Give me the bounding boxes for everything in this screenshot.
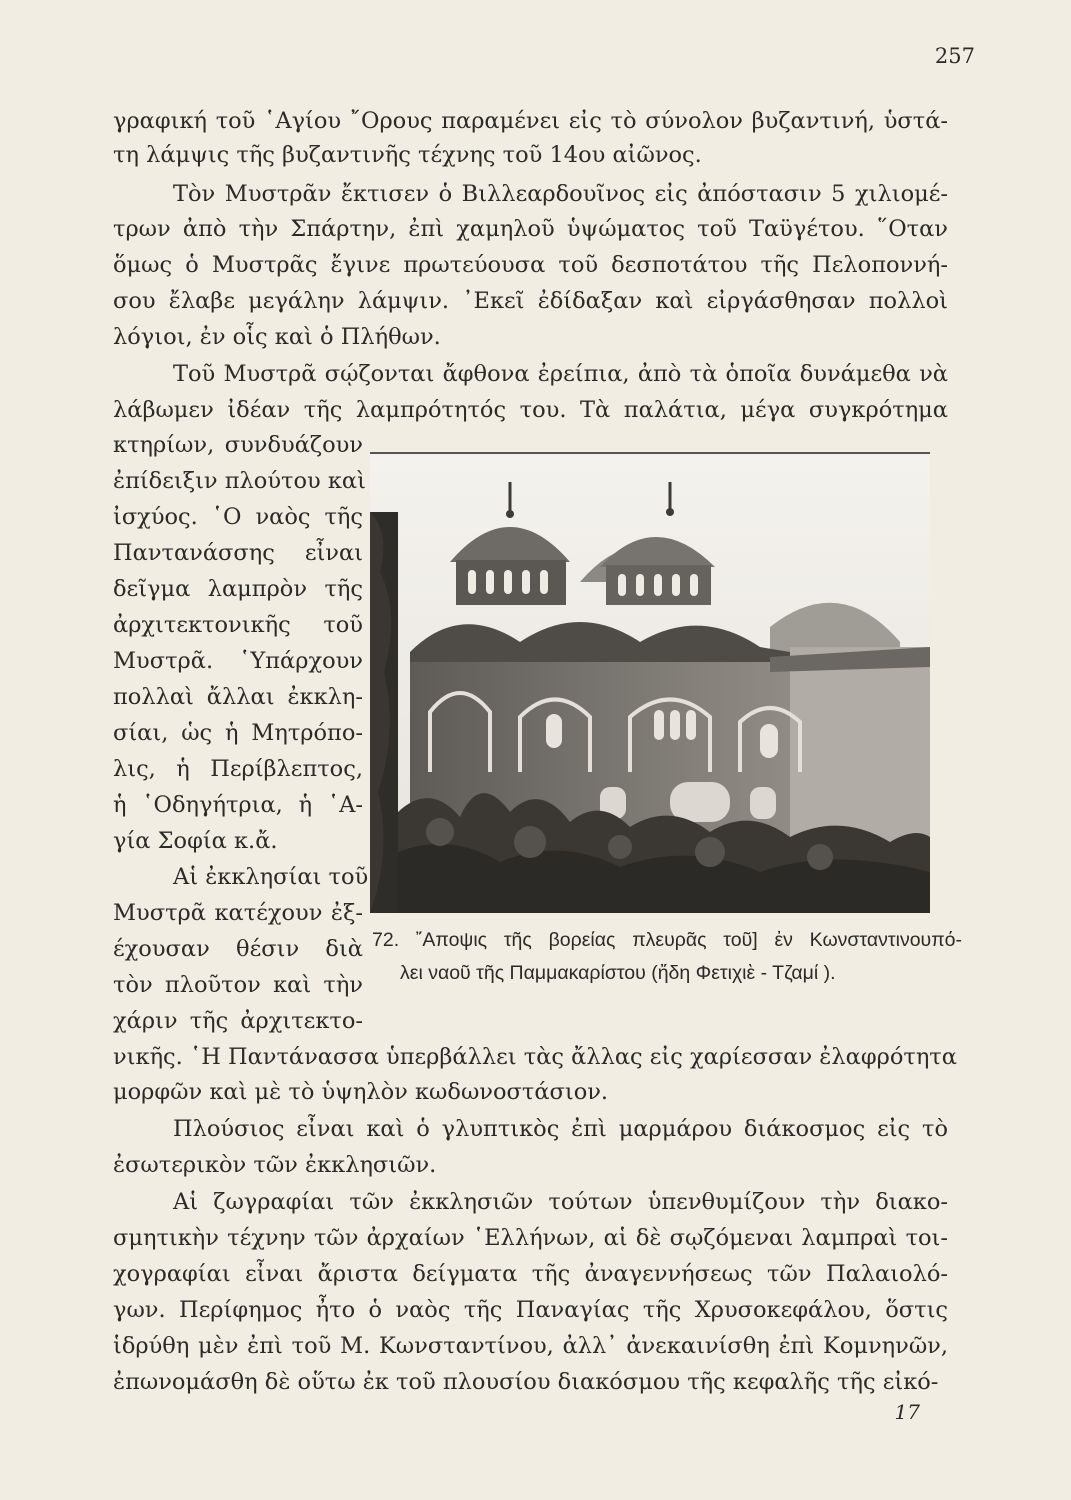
side-line: ἀρχιτεκτονικῆς τοῦ (113, 612, 363, 638)
page-number: 257 (934, 44, 975, 68)
body-line: γραφική τοῦ ῾Αγίου ῎Ορους παραμένει εἰς τὸ σύνολον βυζαντινή, ὑστά- (113, 108, 948, 134)
side-line: σίαι, ὡς ἡ Μητρόπο- (113, 720, 363, 746)
body-line: νικῆς. ῾Η Παντάνασσα ὑπερβάλλει τὰς ἄλλας εἰς χαρίεσσαν ἐλαφρότητα (113, 1044, 957, 1070)
body-line: σου ἔλαβε μεγάλην λάμψιν. ᾿Εκεῖ ἐδίδαξαν καὶ εἰργάσθησαν πολλοὶ (113, 288, 948, 314)
side-line: χάριν τῆς ἀρχιτεκτο- (113, 1008, 363, 1034)
body-line: Πλούσιος εἶναι καὶ ὁ γλυπτικὸς ἐπὶ μαρμάρου διάκοσμος εἰς τὸ (173, 1116, 948, 1142)
body-line: σμητικὴν τέχνην τῶν ἀρχαίων ῾Ελλήνων, αἱ δὲ σῳζόμεναι λαμπραὶ τοι- (113, 1225, 948, 1251)
body-line: τρων ἀπὸ τὴν Σπάρτην, ἐπὶ χαμηλοῦ ὑψώματος τοῦ Ταϋγέτου. ῞Οταν (113, 216, 948, 242)
body-line: ἱδρύθη μὲν ἐπὶ τοῦ Μ. Κωνσταντίνου, ἀλλ᾿ ἀνεκαινίσθη ἐπὶ Κομνηνῶν, (113, 1333, 948, 1359)
side-line: ἐπίδειξιν πλούτου καὶ (113, 468, 366, 494)
side-line: Αἱ ἐκκλησίαι τοῦ (173, 864, 369, 890)
signature-mark: 17 (894, 1400, 920, 1424)
side-line: Μυστρᾶ κατέχουν ἐξ- (113, 900, 363, 926)
body-line: Τὸν Μυστρᾶν ἔκτισεν ὁ Βιλλεαρδουῖνος εἰς ἀπόστασιν 5 χιλιομέ- (173, 181, 948, 207)
side-line: ἡ ῾Οδηγήτρια, ἡ ῾Α- (113, 792, 363, 818)
body-line: λάβωμεν ἰδέαν τῆς λαμπρότητός του. Τὰ παλάτια, μέγα συγκρότημα (113, 397, 948, 423)
figure-caption: 72. ῎Αποψις τῆς βορείας πλευρᾶς τοῦ] ἐν Κωνσταντινουπό- (372, 929, 962, 951)
side-line: Παντανάσσης εἶναι (113, 540, 363, 566)
body-line: Αἱ ζωγραφίαι τῶν ἐκκλησιῶν τούτων ὑπενθυμίζουν τὴν διακο- (173, 1189, 948, 1215)
side-line: Μυστρᾶ. ῾Υπάρχουν (113, 648, 363, 674)
side-line: δεῖγμα λαμπρὸν τῆς (113, 576, 363, 602)
side-line: λις, ἡ Περίβλεπτος, (113, 756, 363, 782)
church-photo (370, 452, 930, 913)
body-line: λόγιοι, ἐν οἷς καὶ ὁ Πλήθων. (113, 324, 441, 350)
side-line: έχουσαν θέσιν διὰ (113, 936, 363, 962)
body-line: μορφῶν καὶ μὲ τὸ ὑψηλὸν κωδωνοστάσιον. (113, 1079, 609, 1105)
body-line: γων. Περίφημος ἦτο ὁ ναὸς τῆς Παναγίας τῆς Χρυσοκεφάλου, ὅστις (113, 1297, 948, 1323)
side-line: ἰσχύος. ῾Ο ναὸς τῆς (113, 504, 363, 530)
figure-caption: λει ναοῦ τῆς Παμμακαρίστου (ἤδη Φετιχιὲ - Τζαμί ). (400, 962, 836, 984)
body-line: τη λάμψις τῆς βυζαντινῆς τέχνης τοῦ 14ου αἰῶνος. (113, 142, 702, 168)
side-line: κτηρίων, συνδυάζουν (113, 432, 363, 458)
body-line: ἐσωτερικὸν τῶν ἐκκλησιῶν. (113, 1152, 437, 1178)
body-line: ὅμως ὁ Μυστρᾶς ἔγινε πρωτεύουσα τοῦ δεσποτάτου τῆς Πελοποννή- (113, 252, 948, 278)
body-line: ἐπωνομάσθη δὲ οὕτω ἐκ τοῦ πλουσίου διακόσμου τῆς κεφαλῆς τῆς εἰκό- (113, 1369, 939, 1395)
side-line: πολλαὶ ἄλλαι ἐκκλη- (113, 684, 363, 710)
side-line: τὸν πλοῦτον καὶ τὴν (113, 972, 363, 998)
side-line: γία Σοφία κ.ἄ. (113, 828, 278, 854)
body-line: Τοῦ Μυστρᾶ σῴζονται ἄφθονα ἐρείπια, ἀπὸ τὰ ὁποῖα δυνάμεθα νὰ (173, 361, 948, 387)
body-line: χογραφίαι εἶναι ἄριστα δείγματα τῆς ἀναγεννήσεως τῶν Παλαιολό- (113, 1261, 948, 1287)
